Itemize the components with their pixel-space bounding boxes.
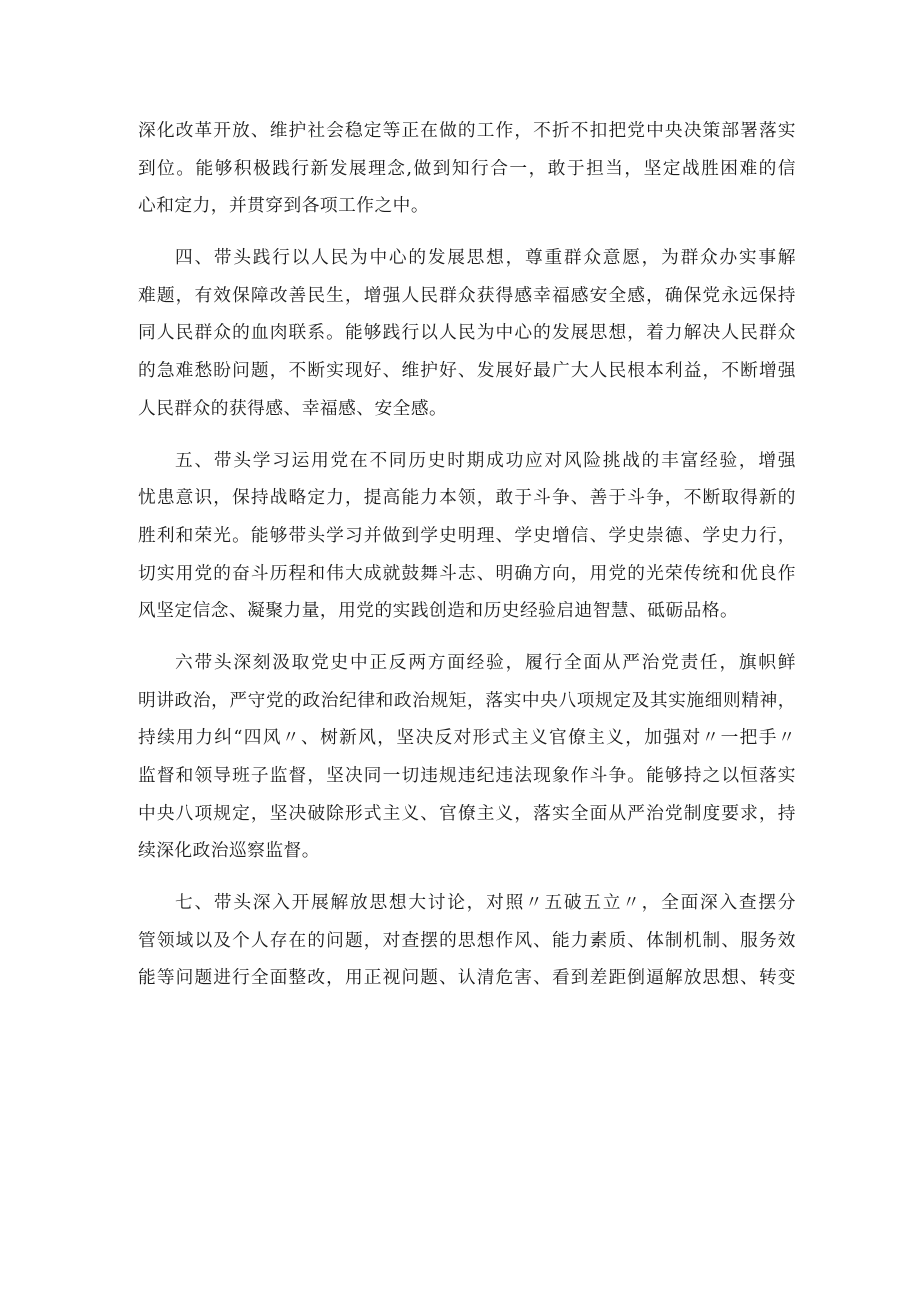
text-line: 能等问题进行全面整改，用正视问题、认清危害、看到差距倒逼解放思想、转变 bbox=[138, 968, 796, 989]
text-line: 风坚定信念、凝聚力量，用党的实践创造和历史经验启迪智慧、砥砺品格。 bbox=[138, 601, 739, 622]
paragraph bbox=[138, 885, 796, 998]
text-line: 中央八项规定，坚决破除形式主义、官僚主义，落实全面从严治党制度要求，持 bbox=[138, 803, 796, 824]
text-line: 忧患意识，保持战略定力，提高能力本领，敢于斗争、善于斗争，不断取得新的 bbox=[138, 488, 796, 509]
document-body bbox=[138, 113, 796, 1013]
paragraph bbox=[138, 240, 796, 428]
paragraph bbox=[138, 113, 796, 226]
paragraph bbox=[138, 443, 796, 631]
text-line: 同人民群众的血肉联系。能够践行以人民为中心的发展思想，着力解决人民群众 bbox=[138, 323, 796, 344]
text-line: 心和定力，并贯穿到各项工作之中。 bbox=[138, 196, 430, 217]
text-line: 管领域以及个人存在的问题，对查摆的思想作风、能力素质、体制机制、服务效 bbox=[138, 930, 796, 951]
text-line: 六带头深刻汲取党史中正反两方面经验，履行全面从严治党责任，旗帜鲜 bbox=[175, 653, 796, 674]
text-line: 七、带头深入开展解放思想大讨论，对照〃五破五立〃，全面深入查摆分 bbox=[175, 893, 796, 914]
text-line: 续深化政治巡察监督。 bbox=[138, 841, 320, 862]
text-line: 持续用力纠“四风〃、树新风，坚决反对形式主义官僚主义，加强对〃一把手〃 bbox=[138, 728, 796, 749]
text-line: 五、带头学习运用党在不同历史时期成功应对风险挑战的丰富经验，增强 bbox=[175, 450, 796, 471]
text-line: 难题，有效保障改善民生，增强人民群众获得感幸福感安全感，确保党永远保持 bbox=[138, 285, 796, 306]
text-line: 深化改革开放、维护社会稳定等正在做的工作，不折不扣把党中央决策部署落实 bbox=[138, 121, 796, 141]
paragraph bbox=[138, 645, 796, 871]
text-line: 四、带头践行以人民为中心的发展思想，尊重群众意愿，为群众办实事解 bbox=[175, 248, 796, 269]
text-line: 明讲政治，严守党的政治纪律和政治规矩，落实中央八项规定及其实施细则精神， bbox=[138, 690, 796, 711]
text-line: 胜利和荣光。能够带头学习并做到学史明理、学史增信、学史崇德、学史力行， bbox=[138, 525, 796, 546]
text-line: 切实用党的奋斗历程和伟大成就鼓舞斗志、明确方向，用党的光荣传统和优良作 bbox=[138, 563, 796, 584]
text-line: 人民群众的获得感、幸福感、安全感。 bbox=[138, 398, 448, 419]
text-line: 到位。能够积极践行新发展理念,做到知行合一，敢于担当，坚定战胜困难的信 bbox=[138, 158, 796, 179]
text-line: 监督和领导班子监督，坚决同一切违规违纪违法现象作斗争。能够持之以恒落实 bbox=[138, 766, 796, 786]
text-line: 的急难愁盼问题，不断实现好、维护好、发展好最广大人民根本利益，不断增强 bbox=[138, 361, 796, 382]
